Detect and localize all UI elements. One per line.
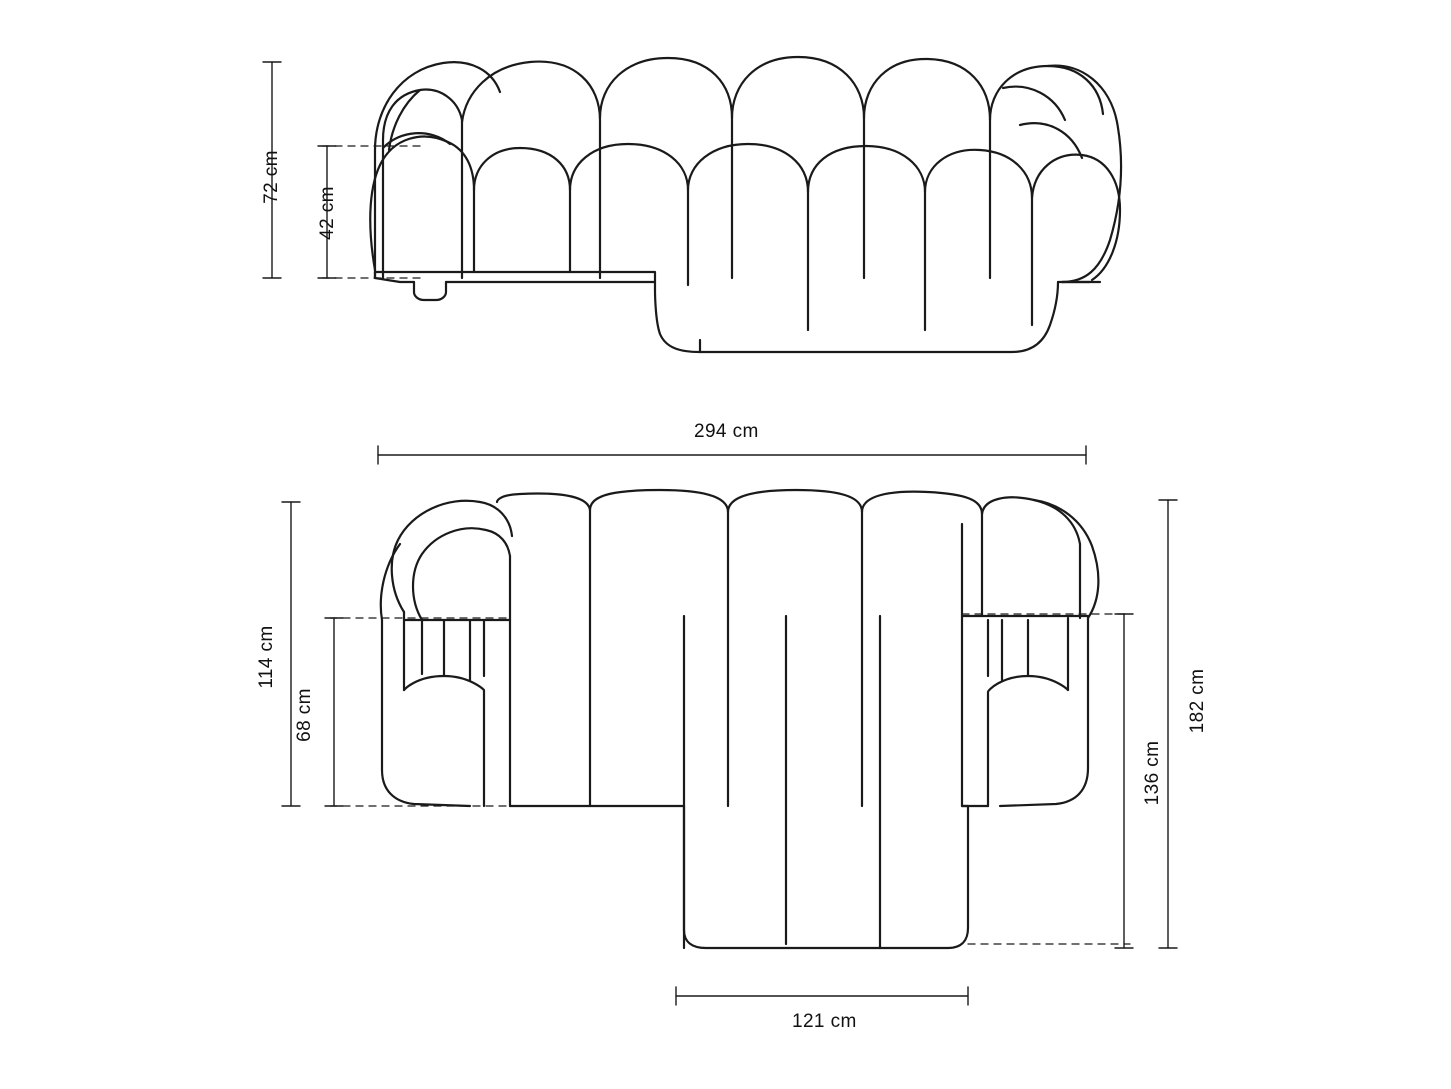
top-plan-sofa — [381, 490, 1099, 948]
dimension-label-chaise-width: 121 cm — [792, 1011, 857, 1032]
dimension-label-body-depth: 114 cm — [256, 625, 277, 689]
dimension-label-total-height: 72 cm — [261, 150, 282, 204]
dimension-label-seat-height: 42 cm — [317, 186, 338, 240]
dimension-label-overall-depth: 182 cm — [1187, 668, 1208, 734]
dimension-label-chaise-depth: 136 cm — [1142, 740, 1163, 806]
front-elevation-sofa — [370, 57, 1121, 352]
plan-view-leader-lines — [330, 614, 1130, 944]
plan-view-dimensions — [282, 446, 1177, 1005]
dimension-label-seat-depth: 68 cm — [294, 688, 315, 742]
dimension-label-overall-width: 294 cm — [694, 421, 759, 442]
